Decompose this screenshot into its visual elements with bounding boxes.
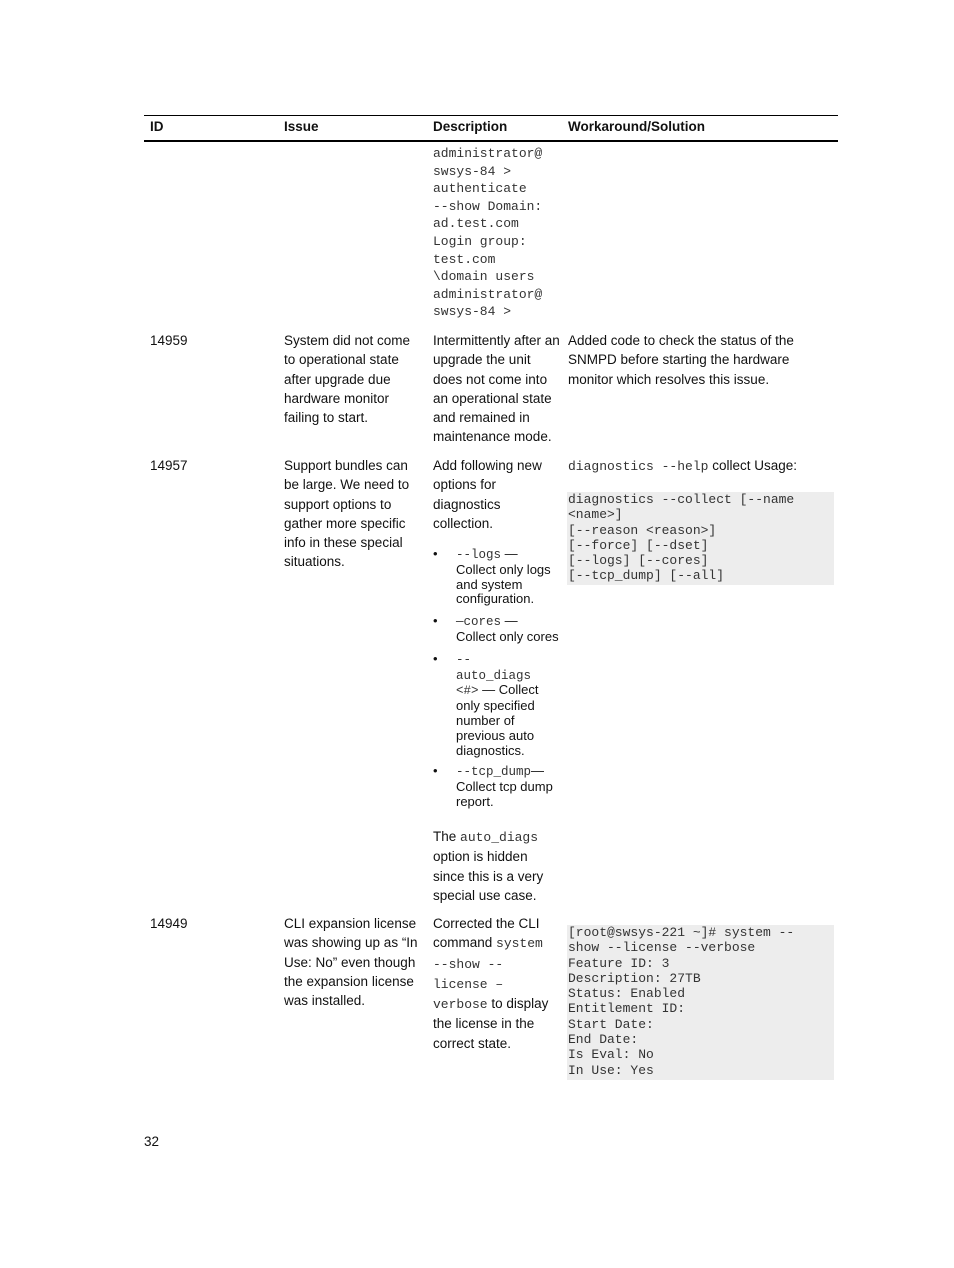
table-header-rule — [144, 140, 838, 142]
row-14957-description-tail — [433, 827, 557, 905]
help-command: diagnostics --help — [568, 459, 709, 474]
list-item — [433, 547, 559, 607]
option-code: -- auto_diags <#> — [456, 652, 532, 699]
list-item — [433, 764, 559, 809]
header-description: Description — [433, 119, 508, 134]
row-14957-id: 14957 — [150, 458, 188, 473]
option-text: — Collect tcp dump report. — [456, 763, 553, 809]
page-number: 32 — [144, 1134, 160, 1149]
desc-suffix: to display the license in the correct state. — [433, 996, 549, 1051]
row-14959-id: 14959 — [150, 333, 188, 348]
list-item — [433, 614, 559, 645]
row-14949-issue: CLI expansion license was showing up as “In Use: No” even though the expansion license was installed. — [284, 916, 418, 1009]
bullet-icon: • — [433, 650, 438, 666]
row-14959-description: Intermittently after an upgrade the unit does not come into an operational state and remained in maintenance mode. — [433, 333, 560, 445]
help-text: collect Usage: — [708, 458, 797, 473]
option-text: — Collect only cores — [456, 613, 559, 644]
option-text: — Collect only logs and system configuration. — [456, 546, 551, 607]
bullet-icon: • — [433, 763, 438, 779]
tail-prefix: The — [433, 829, 461, 844]
option-code: --tcp_dump — [456, 765, 532, 780]
tail-suffix: option is hidden since this is a very special use case. — [433, 849, 544, 903]
row-14957-issue: Support bundles can be large. We need to support options to gather more specific info in these special situations. — [284, 458, 410, 570]
bullet-icon: • — [433, 613, 438, 629]
row-14949-id: 14949 — [150, 916, 188, 931]
license-output-code-block: [root@swsys-221 ~]# system -- show --license --verbose Feature ID: 3 Description: 27TB Status: Enabled Entitlement ID: Start Date: End Date: Is Eval: No In Use: Yes — [567, 925, 834, 1080]
list-item — [433, 652, 559, 759]
header-workaround: Workaround/Solution — [568, 119, 705, 134]
option-code: --logs — [456, 548, 502, 562]
table-top-rule — [144, 115, 838, 116]
desc-prefix: Corrected the CLI command — [433, 916, 540, 951]
diagnostics-usage-code-block: diagnostics --collect [--name <name>] [--reason <reason>] [--force] [--dset] [--logs] [--cores] [--tcp_dump] [--all] — [567, 492, 834, 585]
option-text: — Collect only specified number of previous auto diagnostics. — [456, 682, 539, 758]
desc-code: system --show -- license – verbose — [433, 936, 543, 1013]
continued-description-code: administrator@ swsys-84 > authenticate --show Domain: ad.test.com Login group: test.com \domain users administrator@ swsys-84 > — [433, 146, 543, 320]
tail-code: auto_diags — [460, 830, 539, 845]
diagnostics-options-list — [433, 547, 559, 816]
option-code: —cores — [456, 615, 502, 630]
row-14949-description — [433, 914, 557, 1053]
header-issue: Issue — [284, 119, 319, 134]
bullet-icon: • — [433, 546, 438, 561]
row-14957-description-intro: Add following new options for diagnostics collection. — [433, 458, 542, 531]
row-14957-workaround-line — [568, 456, 836, 476]
row-14959-workaround: Added code to check the status of the SNMPD before starting the hardware monitor which resolves this issue. — [568, 333, 794, 387]
row-14959-issue: System did not come to operational state after upgrade due hardware monitor failing to start. — [284, 333, 411, 426]
header-id: ID — [150, 119, 164, 134]
